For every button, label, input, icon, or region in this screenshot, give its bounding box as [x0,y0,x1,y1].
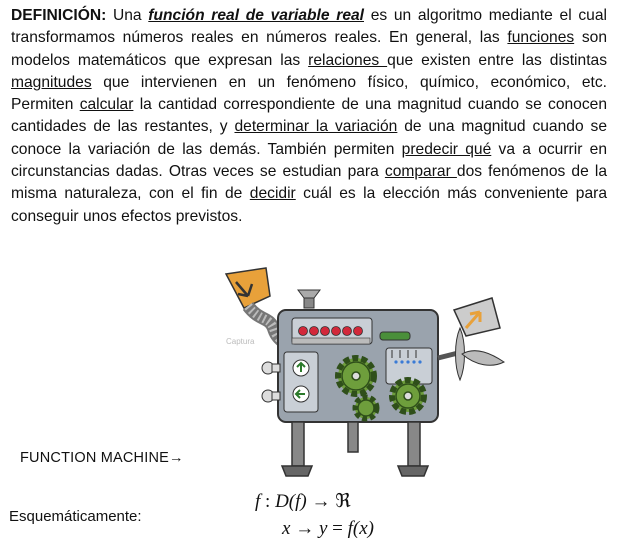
fx-symbol: f(x) [347,518,374,539]
text: que intervienen en un fenómeno físico, químico, económico, etc. Permiten [11,73,607,114]
domain-symbol: D [275,491,289,512]
machine-caption-text: FUNCTION MACHINE [20,450,169,466]
watermark-text: Captura [226,337,255,346]
keyword-determinar: determinar la variación [234,118,398,136]
arrow-icon: → [290,518,319,539]
text: que existen entre las distintas [387,51,607,69]
text: la cantidad correspondiente de una magnitud cuando se conocen cantidades de las restantes, y [11,96,607,136]
reals-symbol: ℜ [335,491,351,512]
output-propeller-icon [438,298,504,380]
arrow-icon: → [306,491,336,512]
machine-legs-icon [282,422,428,476]
keyword-magnitudes: magnitudes [11,73,92,91]
f-symbol: f [255,491,261,512]
top-cap-icon [298,290,320,308]
keyword-decidir: decidir [249,185,296,203]
text: son modelos matemáticos que expresan las [11,29,607,69]
colon: : [260,491,276,512]
keyword-funciones: funciones [507,29,575,47]
x-symbol: x [282,518,291,539]
text: va a ocurrir en circunstancias dadas. Otras veces se estudian para [11,140,607,181]
domain-arg: (f) [288,491,307,512]
definition-label: DEFINICIÓN: [11,7,107,24]
text: es un algoritmo mediante el cual transformamos números reales en números reales. En general, las [11,7,607,47]
text: Una [106,7,149,24]
formula-line-1 [255,490,351,513]
function-machine-illustration [208,262,508,484]
keyword-calcular: calcular [79,96,134,114]
equals-sign: = [327,518,348,539]
right-arrow-icon: → [169,450,184,466]
formula-line-2 [282,518,374,540]
schematic-label: Esquemáticamente: [9,508,142,525]
term-highlight: función real de variable real [148,7,364,24]
machine-caption [20,450,184,466]
y-symbol: y [318,518,328,539]
definition-paragraph [11,5,607,228]
text: de una magnitud cuando se conoce la variación de las demás. También permiten [11,118,607,158]
text: dos fenómenos de la misma naturaleza, con el fin de [11,163,608,203]
keyword-comparar: comparar [384,163,457,181]
keyword-relaciones: relaciones [308,51,388,69]
text: cuál es la elección más conveniente para conseguir unos efectos previstos. [11,185,607,225]
keyword-predecir: predecir qué [401,140,492,158]
